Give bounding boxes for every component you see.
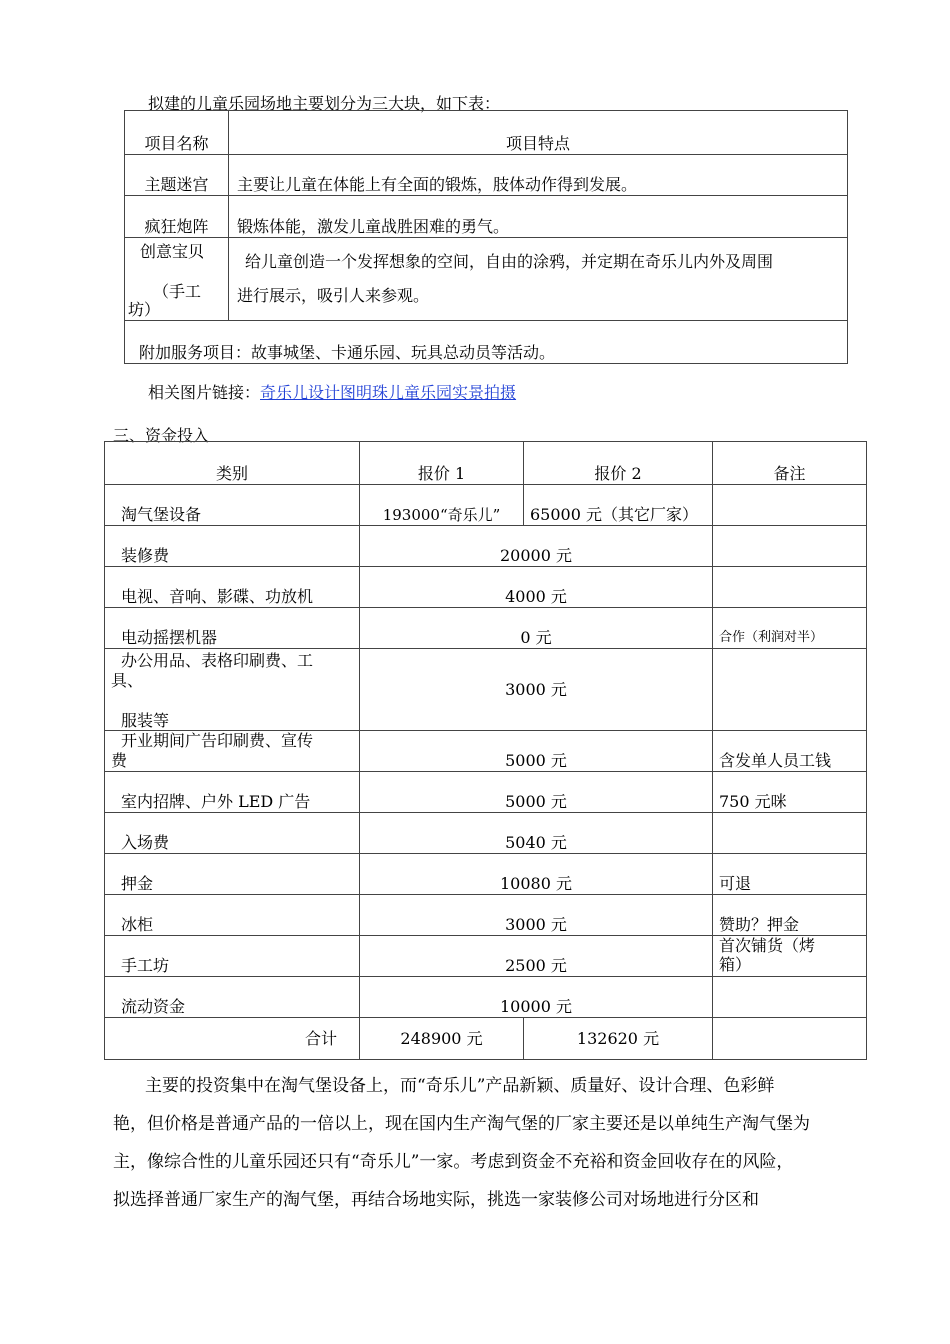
table-row	[105, 731, 867, 772]
category: 手工坊	[121, 956, 170, 975]
category-line3: 服装等	[121, 711, 170, 730]
category: 淘气堡设备	[121, 505, 202, 524]
table-row	[105, 854, 867, 895]
header-project-name: 项目名称	[144, 134, 209, 153]
amount: 0 元	[520, 628, 552, 647]
project-areas-table	[124, 110, 848, 364]
note: 可退	[719, 874, 752, 893]
table-header-row	[125, 111, 848, 155]
table-row	[105, 895, 867, 936]
table-row	[125, 196, 848, 238]
note: 750 元咪	[719, 792, 787, 811]
amount: 10080 元	[500, 874, 572, 893]
project-name-line2: （手工	[153, 282, 202, 301]
total-quote1: 248900 元	[400, 1028, 483, 1048]
header-quote2: 报价 2	[594, 464, 642, 483]
paragraph-line: 拟选择普通厂家生产的淘气堡，再结合场地实际，挑选一家装修公司对场地进行分区和	[113, 1190, 759, 1210]
quote2: 65000 元（其它厂家）	[530, 505, 698, 524]
table-row	[105, 649, 867, 731]
total-label: 合计	[304, 1028, 337, 1048]
quote1: 193000“奇乐儿”	[382, 506, 501, 524]
category: 入场费	[121, 833, 170, 852]
table-row	[105, 485, 867, 526]
table-row	[105, 526, 867, 567]
category: 装修费	[121, 546, 170, 565]
paragraph-line: 艳，但价格是普通产品的一倍以上，现在国内生产淘气堡的厂家主要还是以单纯生产淘气堡为	[113, 1114, 810, 1134]
table-row	[125, 238, 848, 321]
project-desc: 锻炼体能，激发儿童战胜困难的勇气。	[237, 217, 510, 236]
additional-services: 附加服务项目：故事城堡、卡通乐园、玩具总动员等活动。	[139, 343, 556, 362]
header-quote1: 报价 1	[417, 464, 466, 483]
total-quote2: 132620 元	[576, 1028, 660, 1048]
intro-text: 拟建的儿童乐园场地主要划分为三大块，如下表：	[148, 94, 501, 113]
analysis-paragraph	[113, 1067, 858, 1219]
header-note: 备注	[773, 464, 806, 483]
table-header-row	[105, 442, 867, 485]
header-category: 类别	[215, 464, 248, 483]
amount: 3000 元	[505, 915, 567, 934]
project-name-line3: 坊）	[128, 300, 161, 319]
table-footer-row	[125, 321, 848, 364]
funding-table	[104, 441, 867, 1060]
project-name-line1: 创意宝贝	[140, 242, 205, 261]
category: 室内招牌、户外 LED 广告	[121, 792, 311, 811]
paragraph-line: 主，像综合性的儿童乐园还只有“奇乐儿”一家。考虑到资金不充裕和资金回收存在的风险，	[113, 1152, 794, 1172]
amount: 3000 元	[505, 679, 567, 699]
table-total-row	[105, 1018, 867, 1060]
table-row	[105, 977, 867, 1018]
links-prefix: 相关图片链接：	[148, 383, 261, 402]
paragraph-line: 主要的投资集中在淘气堡设备上，而“奇乐儿”产品新颖、质量好、设计合理、色彩鲜	[145, 1076, 775, 1096]
table-row	[105, 608, 867, 649]
note: 赞助？押金	[719, 915, 800, 934]
category-line1: 办公用品、表格印刷费、工	[121, 651, 314, 670]
note-line2: 箱）	[719, 955, 752, 974]
category: 流动资金	[121, 997, 186, 1016]
header-project-feature: 项目特点	[505, 134, 570, 153]
amount: 10000 元	[500, 997, 572, 1016]
project-desc-line2: 进行展示，吸引人来参观。	[237, 286, 430, 305]
note-line1: 首次铺货（烤	[719, 936, 816, 955]
link-design-drawing[interactable]: 奇乐儿设计图	[260, 383, 357, 402]
link-real-photos[interactable]: 明珠儿童乐园实景拍摄	[356, 383, 517, 402]
amount: 2500 元	[505, 956, 567, 975]
category: 电视、音响、影碟、功放机	[121, 587, 314, 606]
table-row	[105, 567, 867, 608]
note: 含发单人员工钱	[719, 751, 832, 770]
amount: 5000 元	[505, 751, 567, 770]
amount: 20000 元	[500, 546, 572, 565]
amount: 4000 元	[505, 587, 567, 606]
category: 冰柜	[121, 915, 154, 934]
project-name: 主题迷宫	[144, 175, 209, 194]
project-desc-line1: 给儿童创造一个发挥想象的空间，自由的涂鸦，并定期在奇乐儿内外及周围	[245, 252, 774, 271]
table-row	[125, 155, 848, 196]
category: 押金	[121, 874, 154, 893]
note: 合作（利润对半）	[719, 630, 824, 645]
amount: 5000 元	[505, 792, 567, 811]
project-name: 疯狂炮阵	[144, 217, 209, 236]
amount: 5040 元	[505, 833, 567, 852]
table-row	[105, 936, 867, 977]
category-line2: 具、	[111, 671, 144, 690]
category-line2: 费	[111, 751, 128, 770]
table-row	[105, 813, 867, 854]
section-title: 三、资金投入	[113, 426, 210, 445]
project-desc: 主要让儿童在体能上有全面的锻炼，肢体动作得到发展。	[237, 175, 638, 194]
related-links	[148, 380, 516, 403]
category: 电动摇摆机器	[121, 628, 218, 647]
category-line1: 开业期间广告印刷费、宣传	[121, 731, 314, 750]
table-row	[105, 772, 867, 813]
